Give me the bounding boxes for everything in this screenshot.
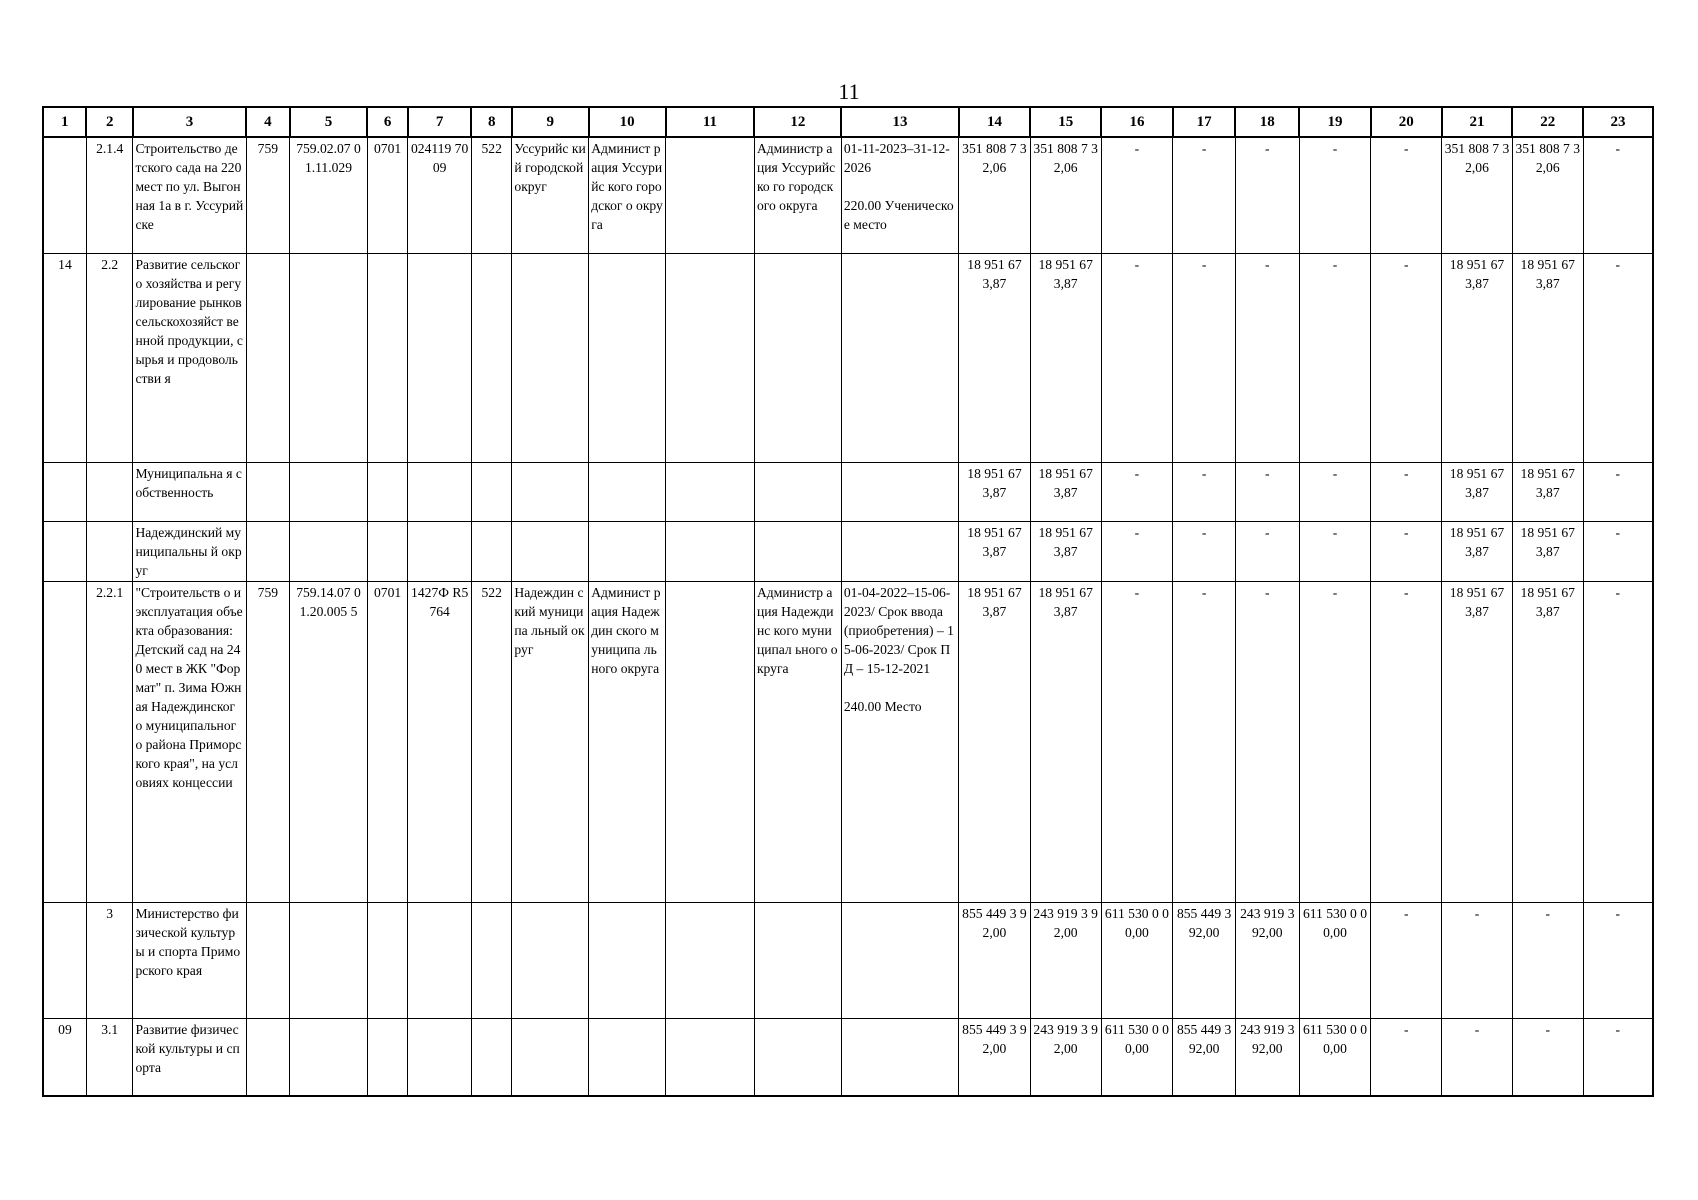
table-cell: Админист рация Уссурийс кого городског о округа [589, 137, 666, 254]
table-cell: 09 [43, 1019, 86, 1097]
table-row [43, 1019, 1653, 1097]
table-cell [841, 254, 958, 463]
table-cell [408, 254, 472, 463]
table-cell: - [1583, 903, 1653, 1019]
table-cell [290, 1019, 368, 1097]
table-cell: 3 [86, 903, 132, 1019]
table-cell: - [1173, 463, 1236, 522]
table-cell: "Строительств о и эксплуатация объекта образования: Детский сад на 240 мест в ЖК "Формат" п. Зима Южная Надеждинског о муниципальног о района Приморского края", на условиях концессии [133, 582, 246, 903]
table-cell: - [1173, 254, 1236, 463]
table-row [43, 463, 1653, 522]
table-cell [408, 522, 472, 582]
table-cell: 351 808 7 32,06 [959, 137, 1031, 254]
table-cell: 855 449 392,00 [1173, 1019, 1236, 1097]
table-cell [367, 463, 407, 522]
table-cell: 01-11-2023–31-12-2026 220.00 Ученическое место [841, 137, 958, 254]
table-cell: - [1101, 463, 1173, 522]
table-cell: - [1235, 137, 1299, 254]
table-cell: 243 919 3 92,00 [1030, 903, 1101, 1019]
table-cell: 18 951 67 3,87 [959, 463, 1031, 522]
table-cell: Надеждин ский муниципа льный округ [512, 582, 589, 903]
table-cell: 759.02.07 01.11.029 [290, 137, 368, 254]
table-cell [754, 254, 841, 463]
table-cell [841, 463, 958, 522]
table-cell [290, 463, 368, 522]
column-header-1: 1 [43, 107, 86, 137]
table-cell: - [1371, 463, 1442, 522]
table-cell: 18 951 67 3,87 [1442, 254, 1513, 463]
table-cell: - [1173, 137, 1236, 254]
column-header-6: 6 [367, 107, 407, 137]
table-cell [754, 463, 841, 522]
table-cell: - [1371, 1019, 1442, 1097]
table-cell [666, 463, 755, 522]
table-cell [512, 1019, 589, 1097]
table-cell: - [1101, 254, 1173, 463]
table-row [43, 903, 1653, 1019]
table-cell: - [1442, 903, 1513, 1019]
table-cell [754, 903, 841, 1019]
table-cell: - [1235, 582, 1299, 903]
table-cell: - [1371, 254, 1442, 463]
table-cell: 611 530 0 00,00 [1101, 903, 1173, 1019]
table-cell [43, 903, 86, 1019]
table-cell [367, 1019, 407, 1097]
table-cell: - [1101, 522, 1173, 582]
column-header-12: 12 [754, 107, 841, 137]
table-cell: 14 [43, 254, 86, 463]
table-cell: 759.14.07 01.20.005 5 [290, 582, 368, 903]
table-cell: 351 808 7 32,06 [1442, 137, 1513, 254]
table-cell: 01-04-2022–15-06-2023/ Срок ввода (приобретения) – 15-06-2023/ Срок ПД – 15-12-2021 240.00 Место [841, 582, 958, 903]
table-cell: - [1583, 137, 1653, 254]
column-header-5: 5 [290, 107, 368, 137]
column-header-9: 9 [512, 107, 589, 137]
table-cell [43, 137, 86, 254]
table-cell: 522 [471, 137, 511, 254]
table-cell [754, 1019, 841, 1097]
table-cell: - [1371, 582, 1442, 903]
table-cell [408, 903, 472, 1019]
table-cell: 759 [246, 137, 289, 254]
table-cell: 855 449 3 92,00 [959, 1019, 1031, 1097]
table-cell [290, 903, 368, 1019]
table-cell: 611 530 0 00,00 [1299, 903, 1371, 1019]
column-header-23: 23 [1583, 107, 1653, 137]
table-cell: 18 951 67 3,87 [1512, 463, 1583, 522]
table-cell [290, 254, 368, 463]
table-cell: 2.2 [86, 254, 132, 463]
table-cell: Развитие сельского хозяйства и регулирование рынков сельскохозяйст венной продукции, сырья и продовольстви я [133, 254, 246, 463]
table-cell [86, 522, 132, 582]
table-cell [589, 254, 666, 463]
table-cell [43, 522, 86, 582]
column-header-10: 10 [589, 107, 666, 137]
table-cell [246, 522, 289, 582]
column-header-17: 17 [1173, 107, 1236, 137]
table-cell: - [1299, 254, 1371, 463]
table-cell: - [1299, 522, 1371, 582]
table-cell [589, 522, 666, 582]
table-cell: - [1371, 522, 1442, 582]
table-cell [367, 254, 407, 463]
table-cell: 18 951 67 3,87 [959, 582, 1031, 903]
header-row [43, 107, 1653, 137]
column-header-16: 16 [1101, 107, 1173, 137]
table-cell: 0701 [367, 137, 407, 254]
page-number: 11 [838, 79, 860, 104]
table-cell: Админист рация Надеждин ского муниципа льного округа [589, 582, 666, 903]
column-header-8: 8 [471, 107, 511, 137]
table-cell: 243 919 3 92,00 [1030, 1019, 1101, 1097]
table-cell: 611 530 0 00,00 [1101, 1019, 1173, 1097]
table-cell [408, 463, 472, 522]
column-header-7: 7 [408, 107, 472, 137]
column-header-2: 2 [86, 107, 132, 137]
table-cell: - [1299, 582, 1371, 903]
table-cell: 18 951 67 3,87 [1030, 522, 1101, 582]
column-header-3: 3 [133, 107, 246, 137]
table-cell: - [1442, 1019, 1513, 1097]
table-cell: 2.1.4 [86, 137, 132, 254]
table-cell [666, 582, 755, 903]
table-cell: 351 808 7 32,06 [1512, 137, 1583, 254]
table-cell [841, 903, 958, 1019]
table-cell [43, 582, 86, 903]
table-cell: 0701 [367, 582, 407, 903]
table-cell [666, 1019, 755, 1097]
table-cell [246, 1019, 289, 1097]
table-cell: 2.2.1 [86, 582, 132, 903]
table-cell [86, 463, 132, 522]
table-cell: 18 951 67 3,87 [1512, 522, 1583, 582]
table-cell: 18 951 67 3,87 [1030, 254, 1101, 463]
table-cell: 18 951 67 3,87 [1030, 582, 1101, 903]
table-row [43, 137, 1653, 254]
table-cell: 522 [471, 582, 511, 903]
table-cell: Администр ация Уссурийско го городского округа [754, 137, 841, 254]
column-header-15: 15 [1030, 107, 1101, 137]
table-cell: - [1512, 1019, 1583, 1097]
table-cell: - [1101, 137, 1173, 254]
table-cell [471, 522, 511, 582]
table-cell [471, 463, 511, 522]
table-cell [367, 903, 407, 1019]
column-header-21: 21 [1442, 107, 1513, 137]
table-cell: 759 [246, 582, 289, 903]
table-cell: 18 951 67 3,87 [959, 522, 1031, 582]
table-cell [246, 463, 289, 522]
table-cell [246, 254, 289, 463]
table-row [43, 522, 1653, 582]
table-cell: 18 951 67 3,87 [1442, 582, 1513, 903]
table-cell: Развитие физической культуры и спорта [133, 1019, 246, 1097]
table-cell: 351 808 7 32,06 [1030, 137, 1101, 254]
table-cell: Надеждинский муниципальны й округ [133, 522, 246, 582]
table-cell: 18 951 67 3,87 [1512, 582, 1583, 903]
table-cell: Администр ация Надеждинс кого муниципал ьного округа [754, 582, 841, 903]
table-row [43, 254, 1653, 463]
table-cell [512, 903, 589, 1019]
table-cell [471, 1019, 511, 1097]
table-cell [589, 903, 666, 1019]
table-cell: - [1299, 137, 1371, 254]
table-cell: 18 951 67 3,87 [1442, 522, 1513, 582]
table-cell [841, 1019, 958, 1097]
table-cell: 243 919 392,00 [1235, 903, 1299, 1019]
table-cell: 024119 7009 [408, 137, 472, 254]
table-cell: 1427Ф R5764 [408, 582, 472, 903]
table-cell: - [1235, 522, 1299, 582]
table-cell: - [1299, 463, 1371, 522]
column-header-13: 13 [841, 107, 958, 137]
table-cell: - [1583, 463, 1653, 522]
column-header-19: 19 [1299, 107, 1371, 137]
table-cell [666, 137, 755, 254]
table-cell: 18 951 67 3,87 [959, 254, 1031, 463]
table-cell [512, 254, 589, 463]
table-cell: - [1512, 903, 1583, 1019]
table-cell [246, 903, 289, 1019]
table-cell [43, 463, 86, 522]
table-cell: 18 951 67 3,87 [1442, 463, 1513, 522]
column-header-22: 22 [1512, 107, 1583, 137]
table-cell: Строительство детского сада на 220 мест по ул. Выгонная 1а в г. Уссурийске [133, 137, 246, 254]
column-header-4: 4 [246, 107, 289, 137]
table-cell: 855 449 3 92,00 [959, 903, 1031, 1019]
table-cell [589, 463, 666, 522]
table-cell: - [1371, 903, 1442, 1019]
table-cell: - [1173, 522, 1236, 582]
table-cell [290, 522, 368, 582]
table-cell [408, 1019, 472, 1097]
table-cell: - [1583, 582, 1653, 903]
table-cell [471, 254, 511, 463]
table-cell: 18 951 67 3,87 [1030, 463, 1101, 522]
table-cell: - [1583, 1019, 1653, 1097]
table-cell [367, 522, 407, 582]
table-cell: Уссурийс кий городской округ [512, 137, 589, 254]
column-header-14: 14 [959, 107, 1031, 137]
table-cell [841, 522, 958, 582]
table-cell [754, 522, 841, 582]
table-cell: 18 951 67 3,87 [1512, 254, 1583, 463]
column-header-18: 18 [1235, 107, 1299, 137]
budget-table [42, 106, 1654, 1097]
table-cell [666, 254, 755, 463]
table-cell: 855 449 392,00 [1173, 903, 1236, 1019]
table-row [43, 582, 1653, 903]
table-cell: 611 530 0 00,00 [1299, 1019, 1371, 1097]
table-cell: - [1173, 582, 1236, 903]
table-cell: - [1101, 582, 1173, 903]
table-cell [666, 522, 755, 582]
table-cell: 243 919 392,00 [1235, 1019, 1299, 1097]
table-cell [512, 463, 589, 522]
table-cell: - [1371, 137, 1442, 254]
table-cell [471, 903, 511, 1019]
table-cell [666, 903, 755, 1019]
table-cell: Министерство физической культуры и спорта Приморского края [133, 903, 246, 1019]
table-cell: - [1235, 254, 1299, 463]
table-cell: - [1583, 522, 1653, 582]
table-cell [589, 1019, 666, 1097]
table-cell: - [1583, 254, 1653, 463]
column-header-20: 20 [1371, 107, 1442, 137]
table-cell: - [1235, 463, 1299, 522]
column-header-11: 11 [666, 107, 755, 137]
table-cell: Муниципальна я собственность [133, 463, 246, 522]
table-cell [512, 522, 589, 582]
table-cell: 3.1 [86, 1019, 132, 1097]
